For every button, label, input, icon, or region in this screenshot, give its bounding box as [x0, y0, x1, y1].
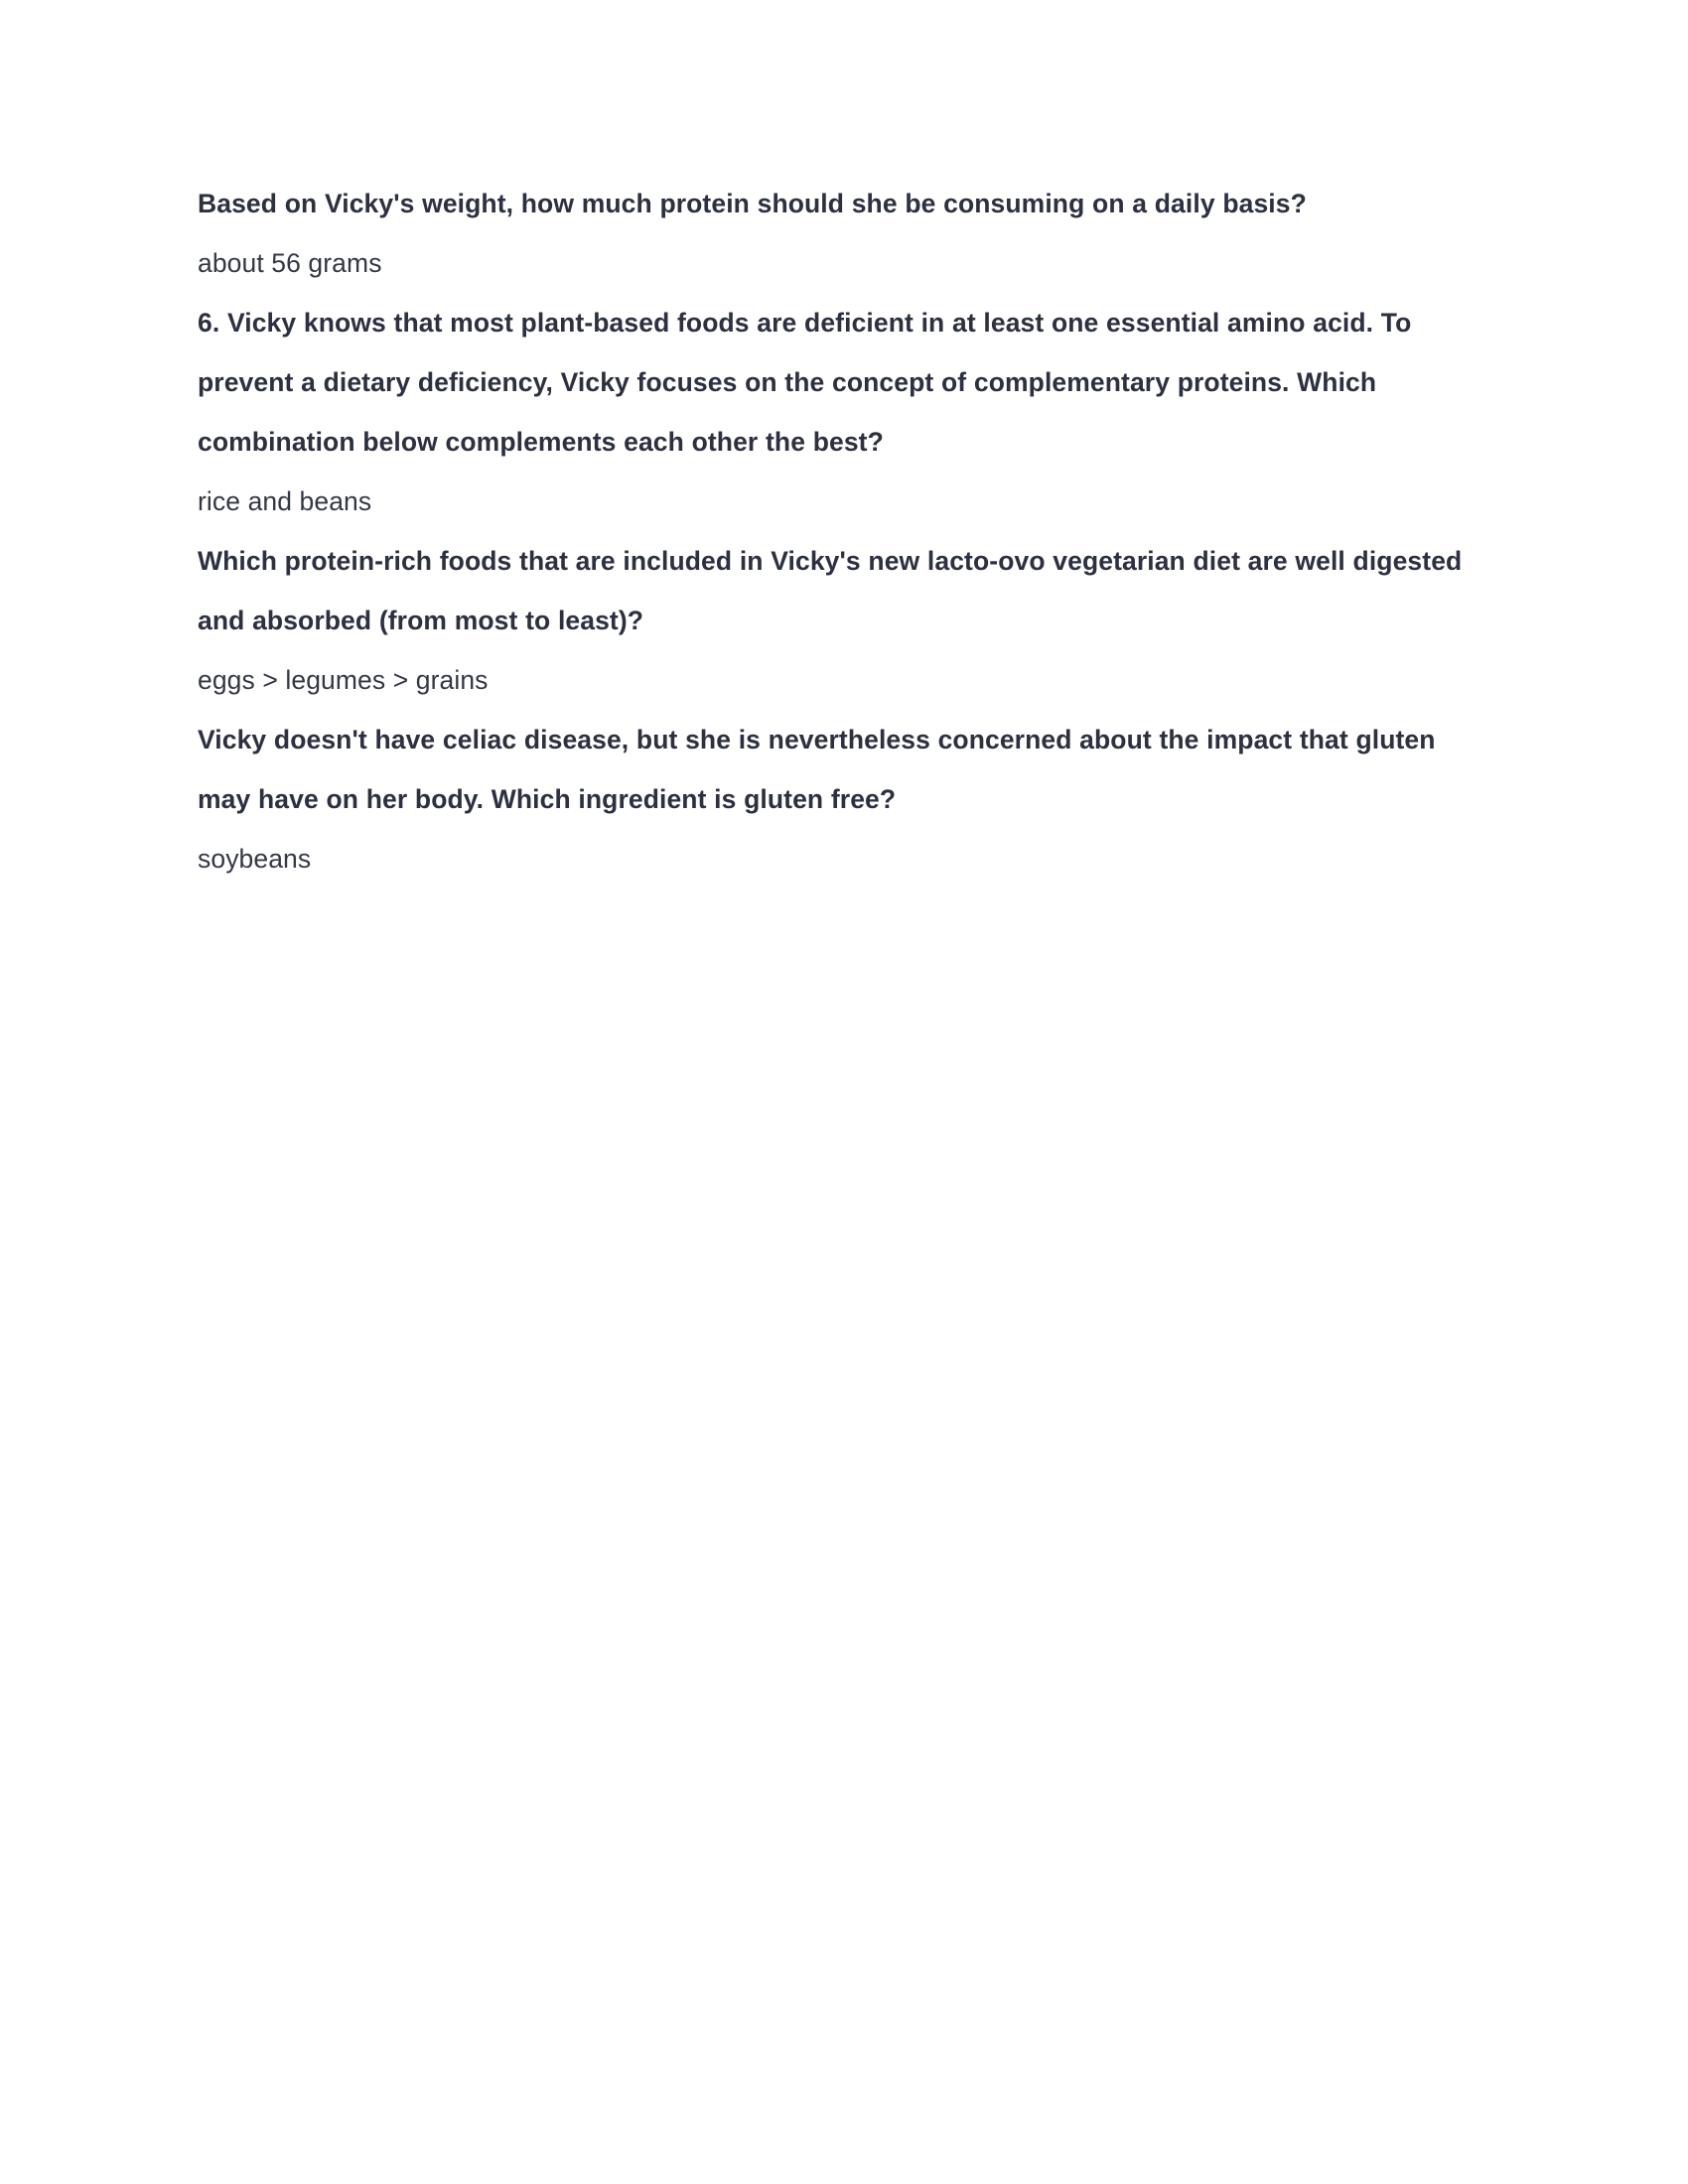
question-text: Which protein-rich foods that are included in Vicky's new lacto-ovo vegetarian diet are well digested and absorbed (from most to least)?	[198, 546, 1463, 635]
question-text: 6. Vicky knows that most plant-based foods are deficient in at least one essential amino acid. To prevent a dietary deficiency, Vicky focuses on the concept of complementary proteins. Which combination below complements each other the best?	[198, 308, 1412, 457]
document-body	[198, 174, 1465, 888]
answer-text: soybeans	[198, 844, 312, 874]
answer-text: rice and beans	[198, 486, 372, 516]
question-text: Based on Vicky's weight, how much protein should she be consuming on a daily basis?	[198, 189, 1307, 218]
question-text: Vicky doesn't have celiac disease, but she is nevertheless concerned about the impact that gluten may have on her body. Which ingredient is gluten free?	[198, 725, 1436, 814]
answer-text: about 56 grams	[198, 248, 382, 278]
answer-text: eggs > legumes > grains	[198, 665, 489, 695]
